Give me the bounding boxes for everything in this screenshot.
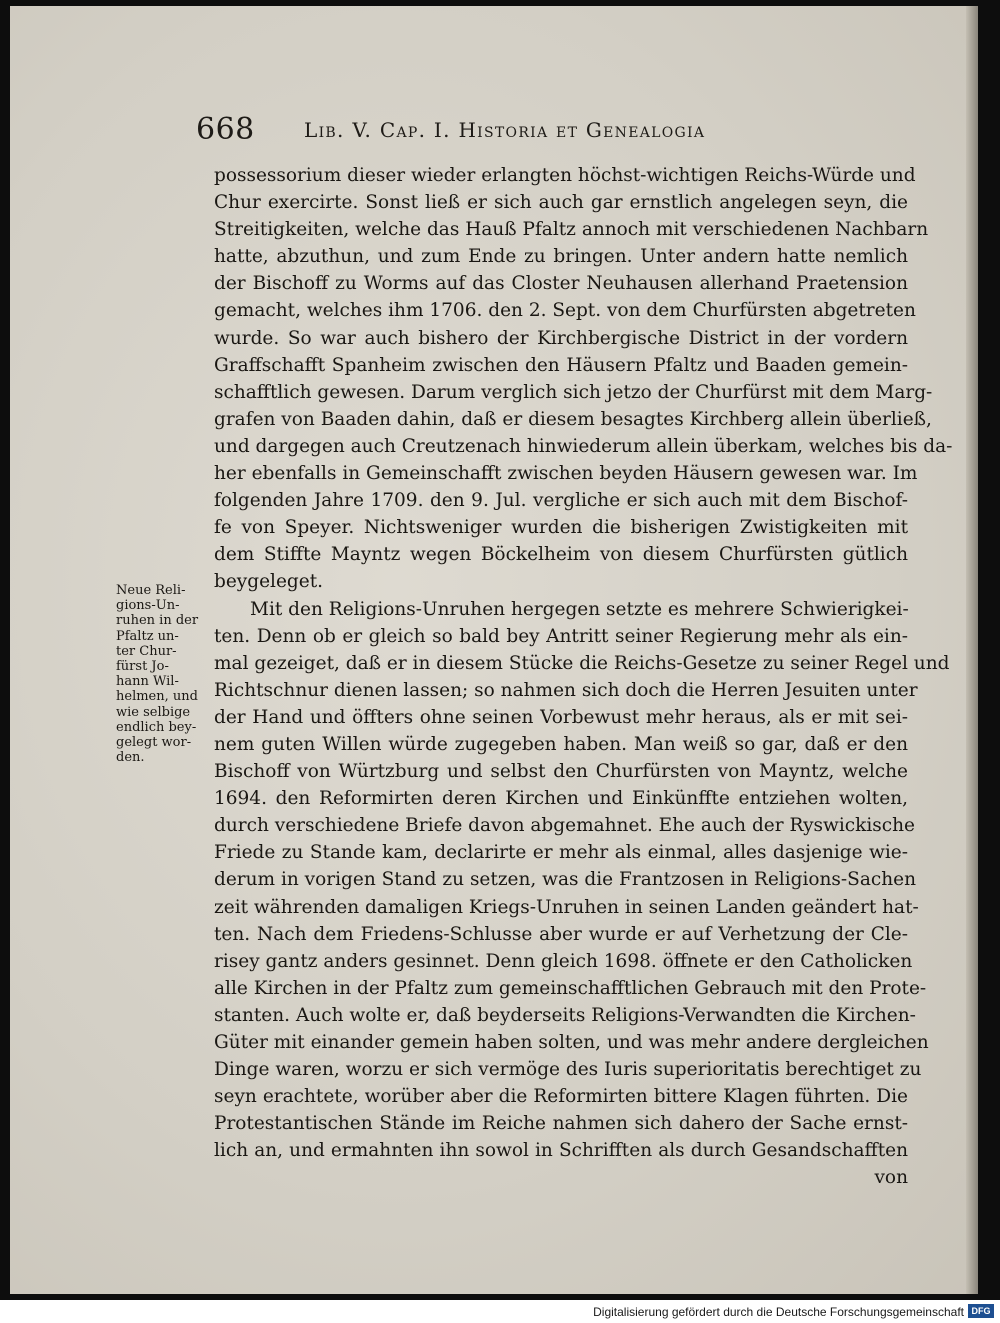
text-line: 1694. den Reformirten deren Kirchen und Einkünffte entziehen wolten, <box>214 788 908 810</box>
text-line: lich an, und ermahnten ihn sowol in Schrifften als durch Gesandschafften <box>214 1140 908 1162</box>
running-head: Lib. V. Cap. I. Historia et Genealogia <box>304 118 706 142</box>
text-line: folgenden Jahre 1709. den 9. Jul. vergliche er sich auch mit dem Bischof- <box>214 490 908 512</box>
text-line: beygeleget. <box>214 571 324 593</box>
text-line: Güter mit einander gemein haben solten, und was mehr andere dergleichen <box>214 1032 929 1053</box>
margin-note-line: Neue Reli- <box>116 583 186 598</box>
text-line: derum in vorigen Stand zu setzen, was die Frantzosen in Religions-Sachen <box>214 869 917 891</box>
text-line: gemacht, welches ihm 1706. den 2. Sept. von dem Churfürsten abgetreten <box>214 300 916 322</box>
margin-note-line: fürst Jo- <box>116 659 169 675</box>
dfg-logo-icon: DFG <box>968 1304 994 1318</box>
text-line: Friede zu Stande kam, declarirte er mehr als einmal, alles dasjenige wie- <box>214 842 908 864</box>
text-line: possessorium dieser wieder erlangten höchst-wichtigen Reichs-Würde und <box>214 165 916 186</box>
body-text <box>214 162 953 1192</box>
text-line: nem guten Willen würde zugegeben haben. Man weiß so gar, daß er den <box>214 733 908 755</box>
text-line: her ebenfalls in Gemeinschafft zwischen beyden Häusern gewesen war. Im <box>214 463 918 485</box>
margin-note-line: gions-Un- <box>116 598 180 614</box>
text-line: seyn erachtete, worüber aber die Reformirten bittere Klagen führten. Die <box>214 1086 908 1108</box>
text-line: Streitigkeiten, welche das Hauß Pfaltz annoch mit verschiedenen Nachbarn <box>214 219 929 241</box>
catchword: von <box>874 1167 908 1189</box>
text-line: schafftlich gewesen. Darum verglich sich jetzo der Churfürst mit dem Marg- <box>214 381 933 403</box>
margin-note-line: ter Chur- <box>116 643 177 659</box>
text-line: zeit währenden damaligen Kriegs-Unruhen in seinen Landen geändert hat- <box>214 896 919 918</box>
margin-note-line: den. <box>116 750 145 766</box>
margin-note-line: hann Wil- <box>116 674 179 690</box>
text-line: der Bischoff zu Worms auf das Closter Neuhausen allerhand Praetension <box>214 273 908 295</box>
margin-note-line: endlich bey- <box>116 719 197 735</box>
margin-note <box>116 583 212 765</box>
text-line: Chur exercirte. Sonst ließ er sich auch gar ernstlich angelegen seyn, die <box>214 192 908 214</box>
text-line: Bischoff von Würtzburg und selbst den Churfürsten von Mayntz, welche <box>214 761 908 783</box>
text-line: stanten. Auch wolte er, daß beyderseits Religions-Verwandten die Kirchen- <box>214 1004 916 1026</box>
text-line: Dinge waren, worzu er sich vermöge des Iuris superioritatis berechtiget zu <box>214 1059 922 1081</box>
margin-note-line: helmen, und <box>116 689 198 705</box>
text-line: und dargegen auch Creutzenach hinwiederum allein überkam, welches bis da- <box>214 435 953 457</box>
text-line: wurde. So war auch bishero der Kirchbergische District in der vordern <box>214 327 908 349</box>
text-line: fe von Speyer. Nichtsweniger wurden die bisherigen Zwistigkeiten mit <box>214 517 908 539</box>
margin-note-line: gelegt wor- <box>116 735 192 751</box>
text-line: ten. Denn ob er gleich so bald bey Antritt seiner Regierung mehr als ein- <box>214 625 908 647</box>
text-line: alle Kirchen in der Pfaltz zum gemeinschafftlichen Gebrauch mit den Prote- <box>214 977 927 999</box>
text-line: mal gezeiget, daß er in diesem Stücke die Reichs-Gesetze zu seiner Regel und <box>214 652 950 674</box>
text-line: Richtschnur dienen lassen; so nahmen sich doch die Herren Jesuiten unter <box>214 679 918 701</box>
funding-credit: Digitalisierung gefördert durch die Deutsche Forschungsgemeinschaft <box>593 1305 964 1319</box>
text-line: dem Stiffte Mayntz wegen Böckelheim von diesem Churfürsten gütlich <box>214 544 908 566</box>
text-line: der Hand und öffters ohne seinen Vorbewust mehr heraus, als er mit sei- <box>214 706 908 728</box>
text-line: ten. Nach dem Friedens-Schlusse aber wurde er auf Verhetzung der Cle- <box>214 923 908 945</box>
text-line: grafen von Baaden dahin, daß er diesem besagtes Kirchberg allein überließ, <box>214 408 932 430</box>
text-line: risey gantz anders gesinnet. Denn gleich 1698. öffnete er den Catholicken <box>214 950 913 972</box>
text-line: Graffschafft Spanheim zwischen den Häusern Pfaltz und Baaden gemein- <box>214 354 908 376</box>
margin-note-line: Pfaltz un- <box>116 628 179 644</box>
text-line: durch verschiedene Briefe davon abgemahnet. Ehe auch der Ryswickische <box>214 815 915 837</box>
margin-note-line: wie selbige <box>116 704 191 720</box>
margin-note-line: ruhen in der <box>116 613 199 629</box>
page-header <box>196 112 916 156</box>
text-line: Protestantischen Stände im Reiche nahmen sich dahero der Sache ernst- <box>214 1113 908 1135</box>
footer-bar <box>0 1300 1000 1323</box>
page-edge-shadow <box>966 6 978 1294</box>
text-line: hatte, abzuthun, und zum Ende zu bringen. Unter andern hatte nemlich <box>214 246 908 268</box>
text-line: Mit den Religions-Unruhen hergegen setzte es mehrere Schwierigkei- <box>250 598 909 620</box>
page-number: 668 <box>196 112 255 147</box>
